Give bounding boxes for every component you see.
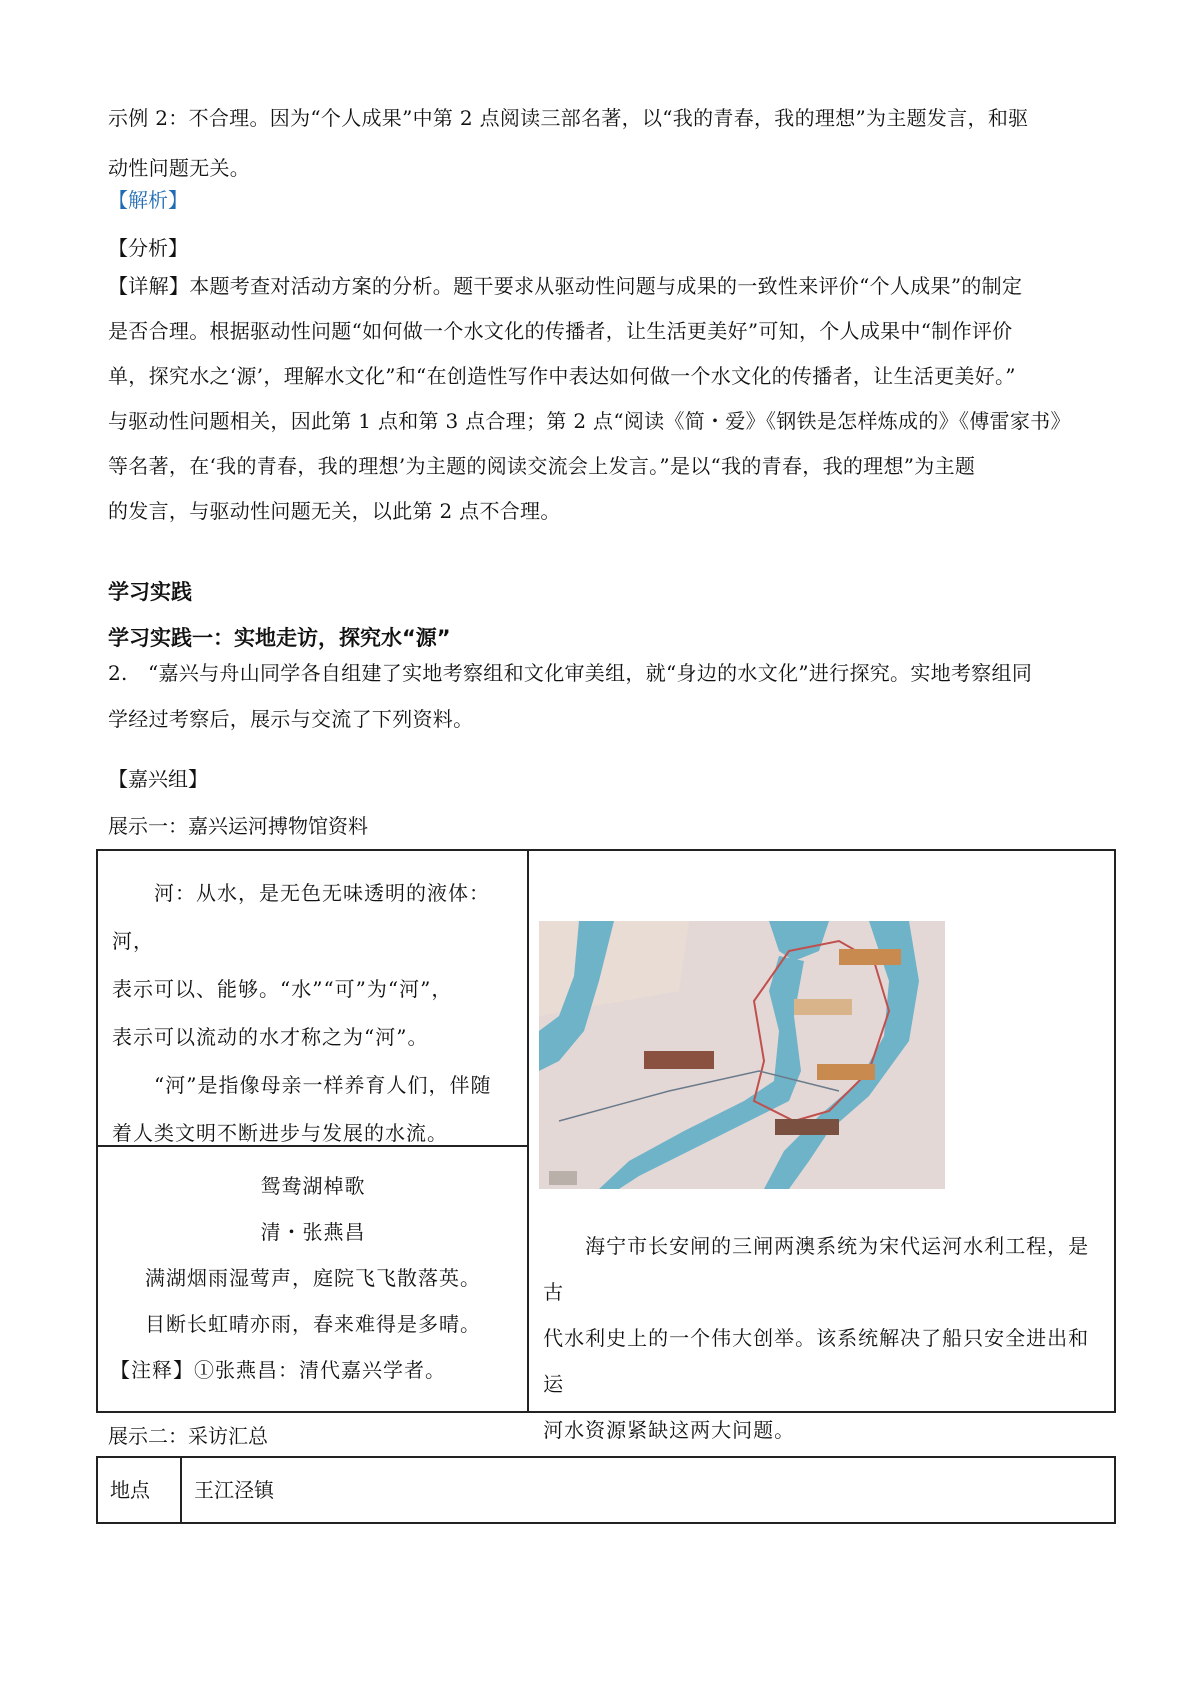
map-caption-line: 河水资源紧缺这两大问题。 [543, 1418, 796, 1442]
canal-map-image [539, 921, 945, 1189]
interview-table [96, 1456, 1116, 1524]
poem-line: 满湖烟雨湿莺声，庭院飞飞散落英。 [145, 1266, 481, 1290]
display1-label: 展示一：嘉兴运河搏物馆资料 [108, 814, 368, 838]
river-definition-cell [97, 850, 528, 1146]
river-line: 表示可以、能够。“水”“可”为“河”， [112, 977, 453, 1001]
detail-line: 单，探究水之‘源’，理解水文化”和“在创造性写作中表达如何做一个水文化的传播者，让生活更美好。” [108, 364, 1016, 388]
map-label-3 [644, 1051, 714, 1069]
question-line: 学经过考察后，展示与交流了下列资料。 [108, 707, 474, 731]
map-caption-line: 代水利史上的一个伟大创举。该系统解决了船只安全进出和运 [543, 1326, 1090, 1396]
table-header-cell [97, 1457, 181, 1523]
group-label: 【嘉兴组】 [108, 767, 208, 791]
poem-block [98, 1163, 528, 1393]
fenxi-tag: 【分析】 [108, 236, 188, 260]
poem-line: 目断长虹晴亦雨，春来难得是多晴。 [145, 1312, 481, 1336]
display2-label: 展示二：采访汇总 [108, 1424, 268, 1448]
map-label-5 [775, 1119, 839, 1135]
analysis-tag: 【解析】 [108, 188, 188, 212]
map-corner-mark [549, 1171, 577, 1185]
detail-line: 的发言，与驱动性问题无关，以此第 2 点不合理。 [108, 499, 561, 523]
poem-title: 鸳鸯湖棹歌 [260, 1174, 366, 1198]
poem-note: 【注释】①张燕昌：清代嘉兴学者。 [110, 1358, 446, 1382]
map-caption-line: 海宁市长安闸的三闸两澳系统为宋代运河水利工程，是古 [543, 1234, 1090, 1304]
example2-text [108, 98, 1104, 189]
poem-author: 清・张燕昌 [260, 1220, 366, 1244]
map-cell [528, 850, 1115, 1442]
detail-line: 【详解】本题考查对活动方案的分析。题干要求从驱动性问题与成果的一致性来评价“个人成果”的制定 [108, 274, 1023, 298]
section-title: 学习实践 [108, 580, 192, 604]
detail-line: 与驱动性问题相关，因此第 1 点和第 3 点合理；第 2 点“阅读《简・爱》《钢铁是怎样炼成的》《傅雷家书》 [108, 409, 1071, 433]
table-row [97, 1457, 1115, 1523]
river-line: 着人类文明不断进步与发展的水流。 [112, 1121, 448, 1145]
river-line: 表示可以流动的水才称之为“河”。 [112, 1025, 429, 1049]
poem-cell [97, 1146, 528, 1412]
example2-line: 动性问题无关。 [108, 156, 251, 180]
location-value: 王江泾镇 [194, 1478, 274, 1502]
example2-line: 示例 2：不合理。因为“个人成果”中第 2 点阅读三部名著，以“我的青春，我的理想”为主题发言，和驱 [108, 106, 1029, 130]
map-caption [543, 1223, 1103, 1453]
table-value-cell [181, 1457, 1115, 1523]
river-line: “河”是指像母亲一样养育人们，伴随 [112, 1073, 492, 1097]
subsection-title: 学习实践一：实地走访，探究水“源” [108, 626, 451, 650]
river-line: 河：从水，是无色无味透明的液体：河， [112, 881, 490, 953]
location-header: 地点 [110, 1478, 150, 1502]
map-label-2 [794, 999, 852, 1015]
question-line: 2. “嘉兴与舟山同学各自组建了实地考察组和文化审美组，就“身边的水文化”进行探究。实地考察组同 [108, 661, 1033, 685]
detail-paragraph [108, 264, 1104, 534]
question-2 [108, 650, 1104, 742]
detail-line: 是否合理。根据驱动性问题“如何做一个水文化的传播者，让生活更美好”可知，个人成果中“制作评价 [108, 319, 1013, 343]
map-label-1 [839, 949, 901, 965]
map-label-4 [817, 1064, 875, 1080]
river-definition [112, 869, 522, 1157]
detail-line: 等名著，在‘我的青春，我的理想’为主题的阅读交流会上发言。”是以“我的青春，我的理想”为主题 [108, 454, 976, 478]
